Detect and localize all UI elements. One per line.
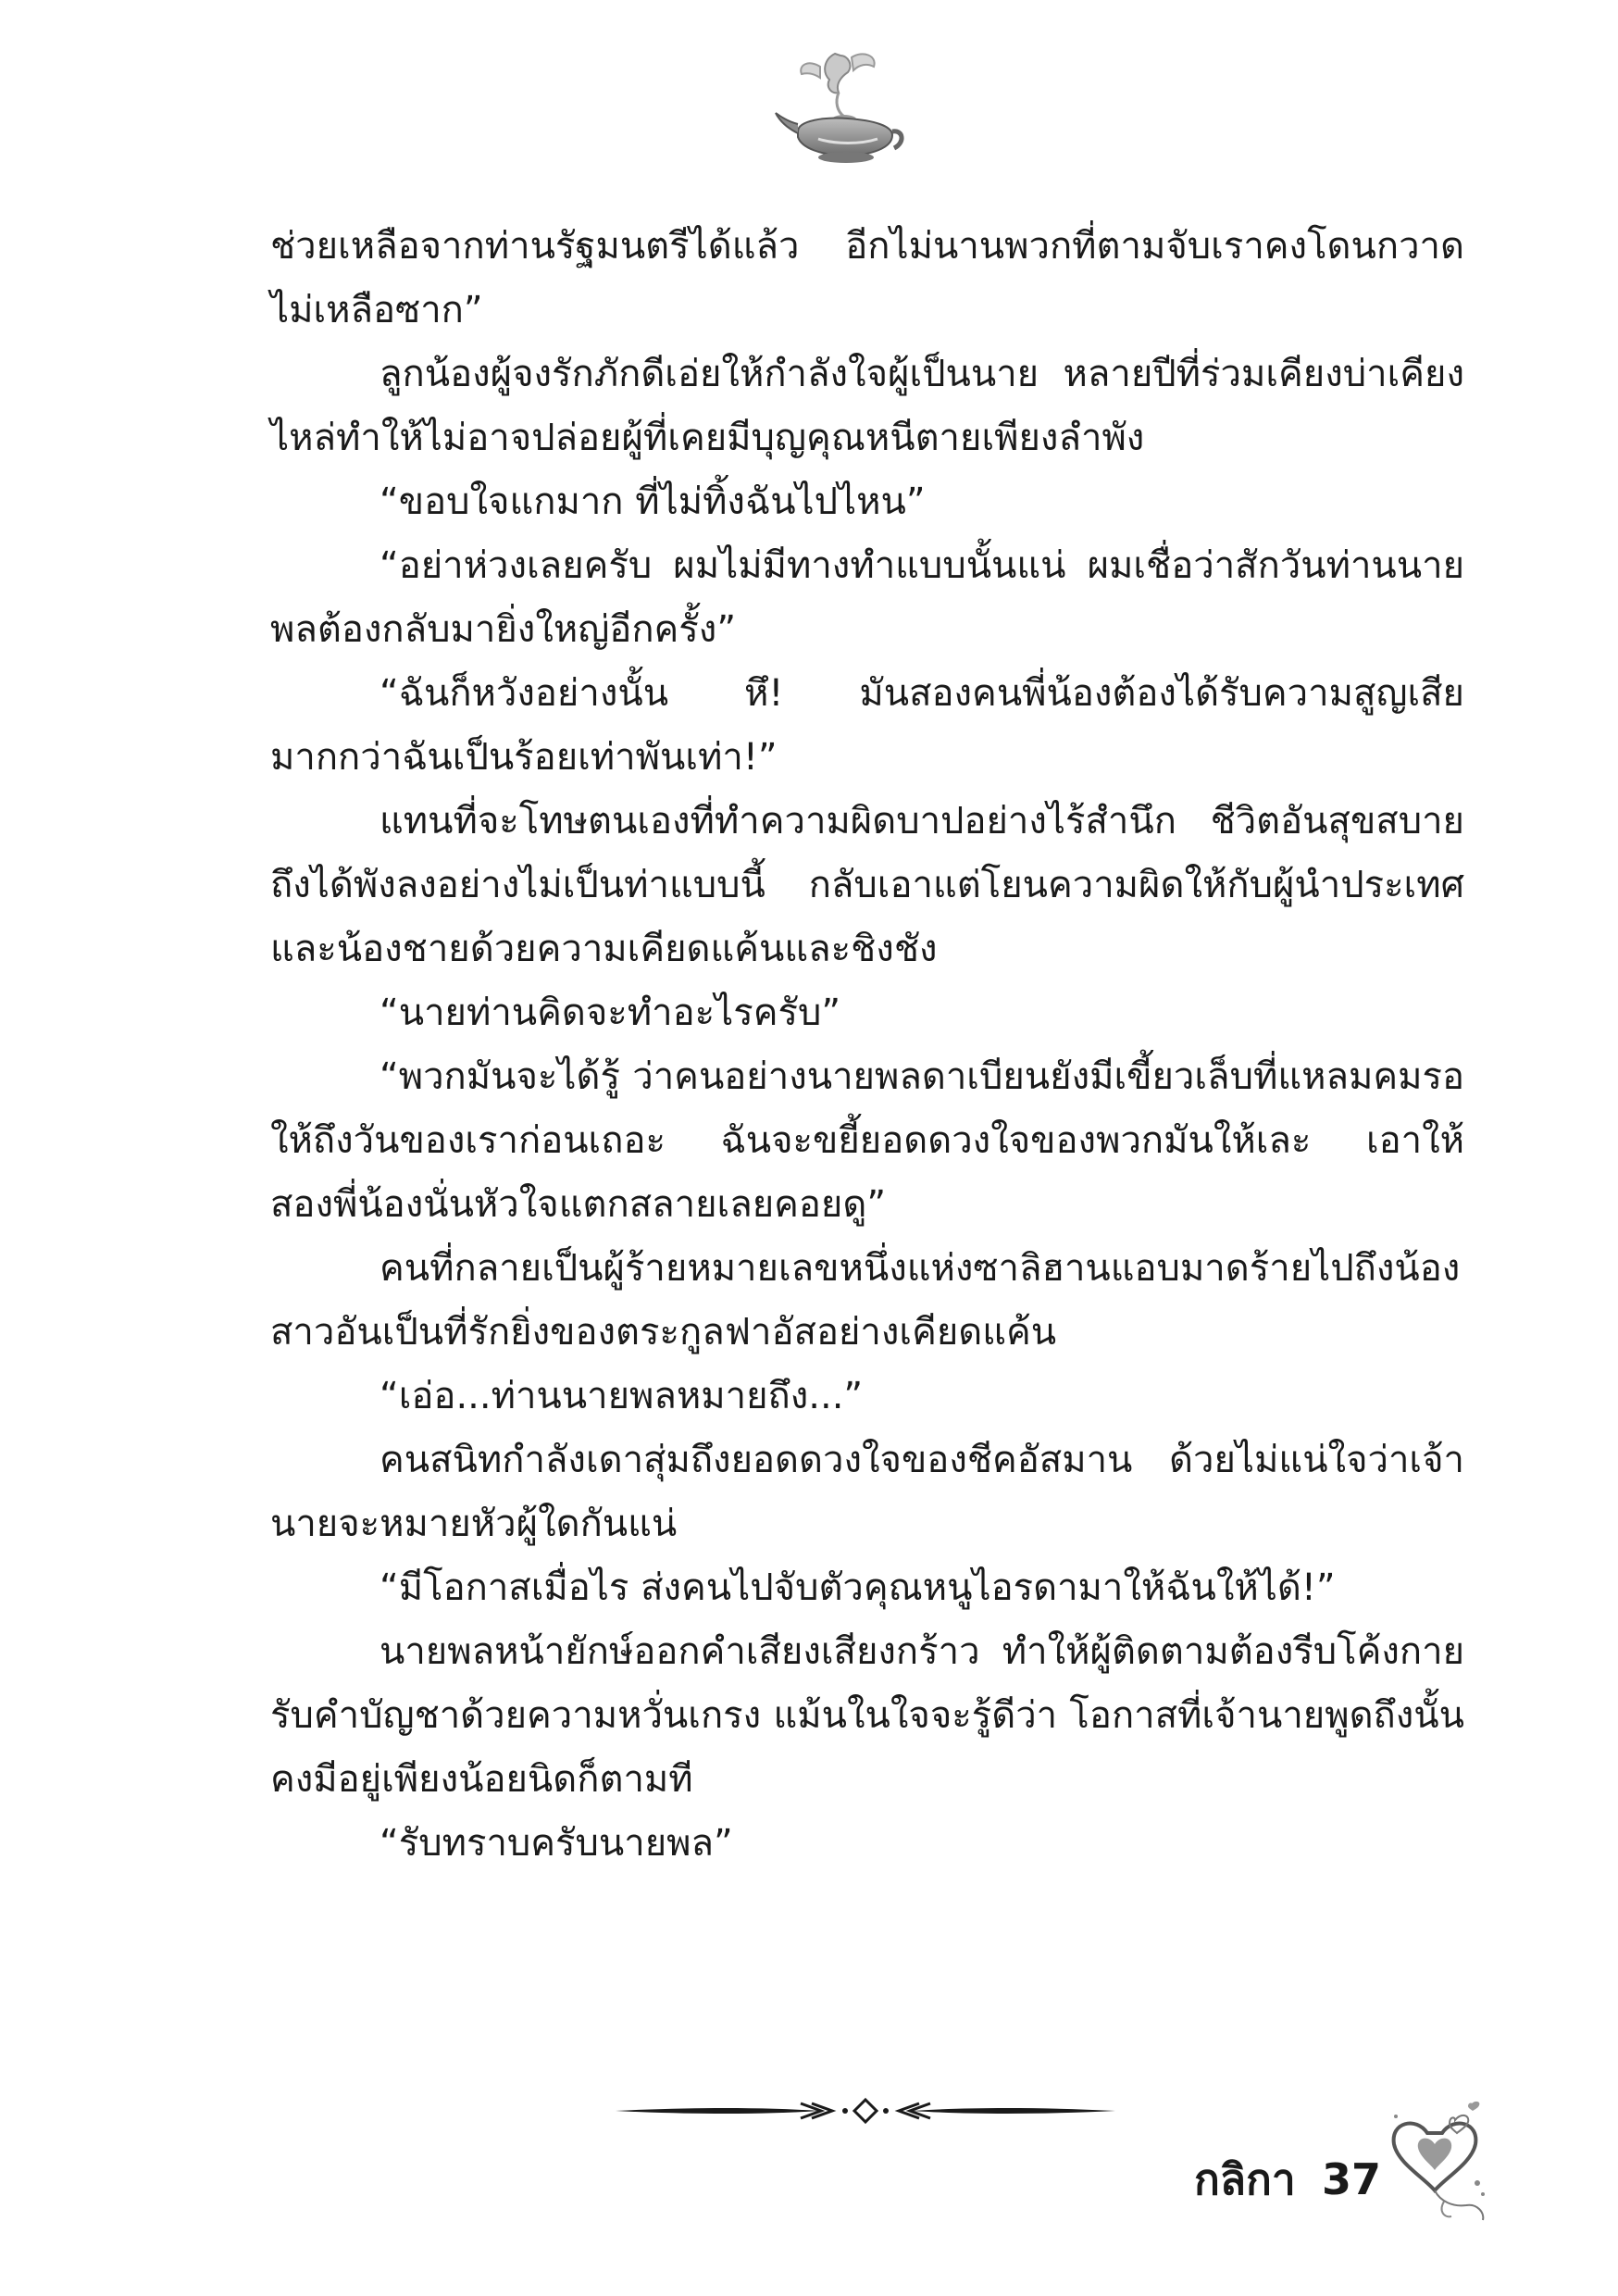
paragraph-7: “นายท่านคิดจะทำอะไรครับ” — [380, 992, 841, 1034]
paragraph-1: ช่วยเหลือจากท่านรัฐมนตรีได้แล้ว อีกไม่นานพวกที่ตามจับเราคงโดนกวาดไม่เหลือซาก” — [270, 225, 1464, 331]
book-title: กลิกา — [1194, 2154, 1296, 2204]
heart-flourish-icon — [1379, 2094, 1490, 2224]
decorative-divider — [616, 2094, 1115, 2128]
paragraph-14: “รับทราบครับนายพล” — [380, 1822, 733, 1865]
paragraph-5: “ฉันก็หวังอย่างนั้น หึ! มันสองคนพี่น้องต้องได้รับความสูญเสียมากกว่าฉันเป็นร้อยเท่าพันเท่า!” — [270, 672, 1464, 779]
page-number: 37 — [1322, 2154, 1382, 2204]
paragraph-3: “ขอบใจแกมาก ที่ไม่ทิ้งฉันไปไหน” — [380, 480, 926, 523]
paragraph-8: “พวกมันจะได้รู้ ว่าคนอย่างนายพลดาเบียนยังมีเขี้ยวเล็บที่แหลมคมรอให้ถึงวันของเราก่อนเถอะ ฉันจะขยี้ยอดดวงใจของพวกมันให้เละ เอาให้สองพี่น้องนั่นหัวใจแตกสลายเลยคอยดู” — [270, 1055, 1464, 1226]
paragraph-6: แทนที่จะโทษตนเองที่ทำความผิดบาปอย่างไร้สำนึก ชีวิตอันสุขสบายถึงได้พังลงอย่างไม่เป็นท่าแบบนี้ กลับเอาแต่โยนความผิดให้กับผู้นำประเทศและน้องชายด้วยความเคียดแค้นและชิงชัง — [270, 800, 1464, 970]
lamp-with-fairy-icon — [770, 46, 909, 167]
paragraph-9: คนที่กลายเป็นผู้ร้ายหมายเลขหนึ่งแห่งซาลิฮานแอบมาดร้ายไปถึงน้องสาวอันเป็นที่รักยิ่งของตระกูลฟาอัสอย่างเคียดแค้น — [270, 1247, 1461, 1354]
paragraph-13: นายพลหน้ายักษ์ออกคำเสียงเสียงกร้าว ทำให้ผู้ติดตามต้องรีบโค้งกายรับคำบัญชาด้วยความหวั่นเกรง แม้นในใจจะรู้ดีว่า โอกาสที่เจ้านายพูดถึงนั้นคงมีอยู่เพียงน้อยนิดก็ตามที — [270, 1630, 1464, 1801]
paragraph-4: “อย่าห่วงเลยครับ ผมไม่มีทางทำแบบนั้นแน่ ผมเชื่อว่าสักวันท่านนายพลต้องกลับมายิ่งใหญ่อีกครั้ง” — [270, 544, 1464, 651]
paragraph-12: “มีโอกาสเมื่อไร ส่งคนไปจับตัวคุณหนูไอรดามาให้ฉันให้ได้!” — [380, 1566, 1336, 1609]
paragraph-2: ลูกน้องผู้จงรักภักดีเอ่ยให้กำลังใจผู้เป็นนาย หลายปีที่ร่วมเคียงบ่าเคียงไหล่ทำให้ไม่อาจปล่อยผู้ที่เคยมีบุญคุณหนีตายเพียงลำพัง — [270, 353, 1464, 459]
paragraph-11: คนสนิทกำลังเดาสุ่มถึงยอดดวงใจของชีคอัสมาน ด้วยไม่แน่ใจว่าเจ้านายจะหมายหัวผู้ใดกันแน่ — [270, 1439, 1464, 1545]
paragraph-10: “เอ่อ...ท่านนายพลหมายถึง...” — [380, 1375, 864, 1417]
story-text — [270, 215, 1464, 1876]
